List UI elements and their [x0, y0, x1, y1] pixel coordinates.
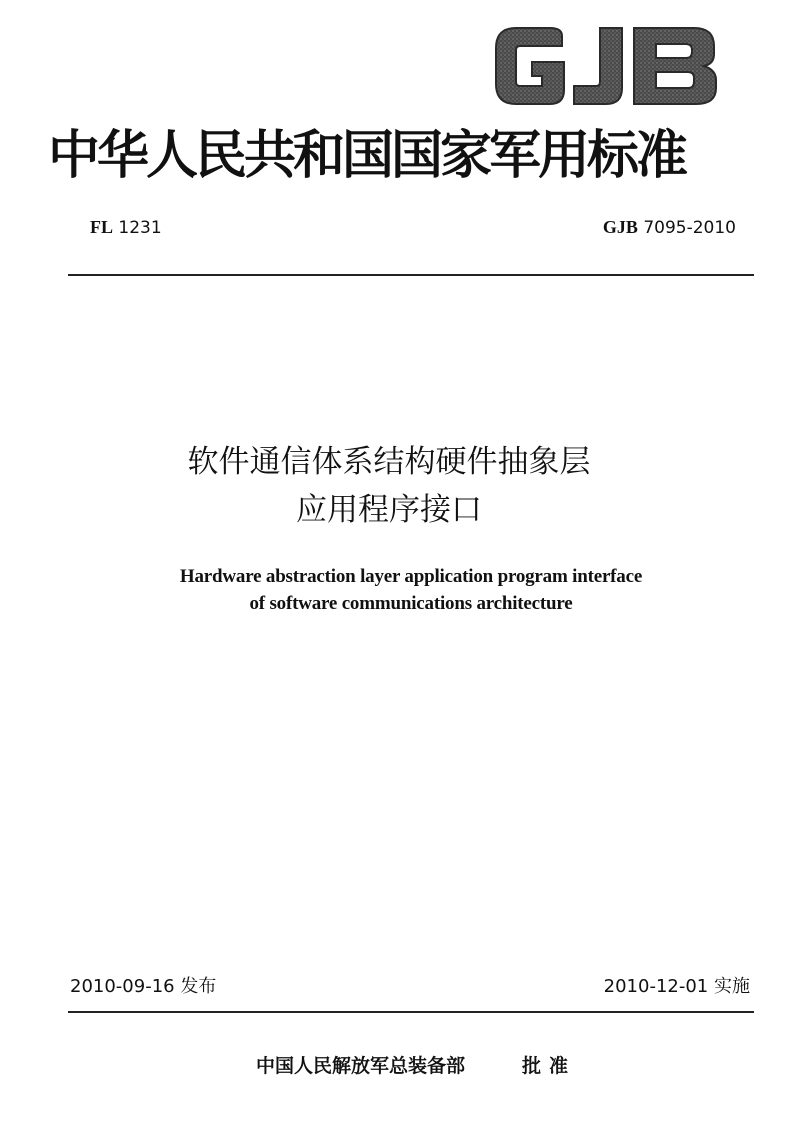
gjb-logo-graphic [488, 18, 728, 114]
title-zh-line2: 应用程序接口 [296, 492, 482, 528]
title-zh-line1: 软件通信体系结构硬件抽象层 [187, 444, 591, 480]
approval-label: 批准 [522, 1055, 577, 1077]
implementation-date: 2010-12-01 实施 [603, 976, 750, 997]
org-title: 中华人民共和国国家军用标准 [48, 125, 686, 186]
classification-number: 1231 [118, 218, 162, 238]
title-en-line2: of software communications architecture [249, 593, 573, 614]
approving-authority: 中国人民解放军总装备部 [256, 1055, 466, 1077]
gjb-logo [488, 18, 728, 114]
classification-code [90, 216, 162, 239]
top-divider [68, 274, 754, 276]
title-en-line1: Hardware abstraction layer application program interface [179, 566, 643, 587]
standard-number [603, 216, 736, 239]
standard-code: 7095-2010 [643, 218, 736, 238]
standard-prefix: GJB [602, 217, 638, 237]
issue-date: 2010-09-16 发布 [70, 976, 217, 997]
bottom-divider [68, 1011, 754, 1013]
classification-prefix: FL [90, 217, 114, 237]
